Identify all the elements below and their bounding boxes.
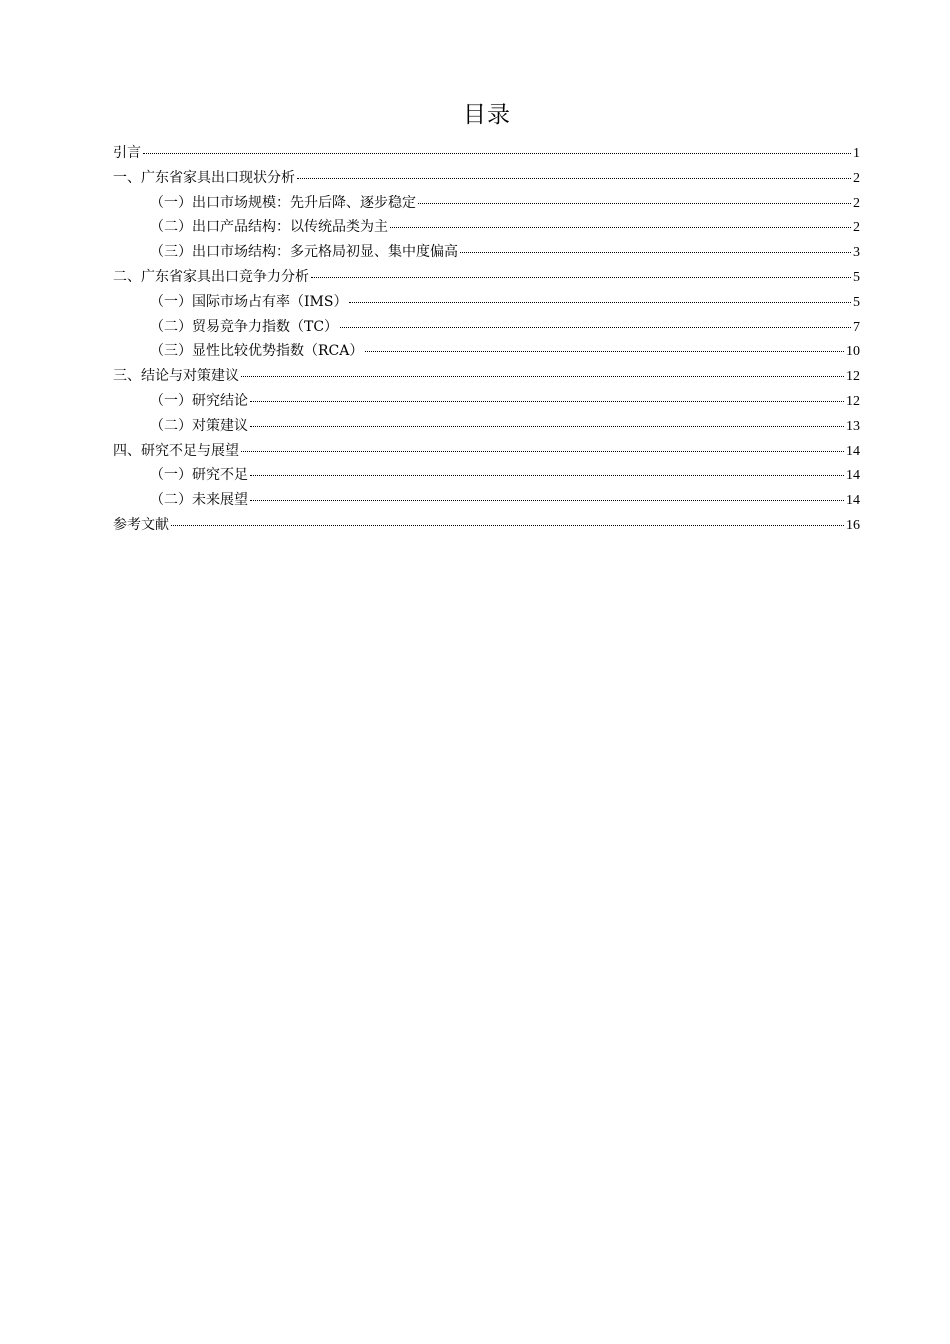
toc-page-number: 13 [846,418,860,434]
dot-leader [311,276,851,278]
toc-entry-section-3-2[interactable] [113,414,860,439]
dot-leader [171,524,844,526]
toc-page-number: 16 [846,517,860,533]
toc-page-number: 2 [853,220,860,236]
dot-leader [241,375,844,377]
toc-entry-label: 二、广东省家具出口竞争力分析 [113,268,309,285]
toc-entry-label: 参考文献 [113,516,169,533]
toc-entry-section-2[interactable] [113,265,860,290]
dot-leader [460,251,851,253]
toc-page-number: 14 [846,468,860,484]
dot-leader [241,450,844,452]
dot-leader [250,425,844,427]
toc-entry-label: 引言 [113,145,141,161]
toc-page-number: 5 [853,294,860,310]
dot-leader [297,177,851,179]
dot-leader [349,301,851,303]
toc-entry-label: （一）国际市场占有率（IMS） [150,293,348,310]
toc-entry-label: （三）出口市场结构：多元格局初显、集中度偏高 [150,244,458,261]
toc-entry-section-4-1[interactable] [113,463,860,488]
dot-leader [250,400,844,402]
toc-entry-label: （二）贸易竞争力指数（TC） [150,318,339,335]
toc-entry-label: （二）出口产品结构：以传统品类为主 [150,219,388,236]
toc-entry-label: （二）未来展望 [150,492,248,509]
toc-page-number: 12 [846,393,860,409]
dot-leader [418,202,851,204]
dot-leader [250,499,844,501]
toc-title: 目录 [463,102,511,128]
toc-entry-label: （二）对策建议 [150,417,248,434]
toc-page-number: 14 [846,493,860,509]
toc-entry-section-1[interactable] [113,166,860,191]
toc-entry-intro[interactable] [113,141,860,166]
toc-page-number: 14 [846,443,860,459]
toc-entry-label: （一）研究不足 [150,467,248,484]
dot-leader [250,474,844,476]
toc-entry-label: 四、研究不足与展望 [113,442,239,459]
toc-entry-section-4[interactable] [113,439,860,464]
toc-entry-section-3-1[interactable] [113,389,860,414]
toc-page-number: 12 [846,369,860,385]
toc-page-number: 10 [846,344,860,360]
toc-entry-label: （一）研究结论 [150,392,248,409]
toc-entry-section-1-1[interactable] [113,191,860,216]
toc-entry-label: 三、结论与对策建议 [113,368,239,385]
toc-page-number: 1 [853,146,860,161]
dot-leader [340,326,851,328]
dot-leader [365,350,844,352]
toc-entry-label: 一、广东省家具出口现状分析 [113,169,295,186]
toc-entry-section-2-3[interactable] [113,339,860,364]
dot-leader [143,152,851,154]
toc-entry-section-1-2[interactable] [113,215,860,240]
table-of-contents [113,141,860,538]
toc-page-number: 2 [853,170,860,186]
toc-entry-section-4-2[interactable] [113,488,860,513]
toc-entry-label: （三）显性比较优势指数（RCA） [150,343,364,360]
toc-page-number: 5 [853,269,860,285]
toc-entry-section-3[interactable] [113,364,860,389]
dot-leader [390,226,851,228]
toc-entry-section-2-1[interactable] [113,290,860,315]
toc-page-number: 7 [853,319,860,335]
toc-entry-section-2-2[interactable] [113,315,860,340]
toc-page-number: 3 [853,245,860,261]
toc-entry-label: （一）出口市场规模：先升后降、逐步稳定 [150,194,416,211]
toc-entry-references[interactable] [113,513,860,538]
toc-entry-section-1-3[interactable] [113,240,860,265]
toc-page-number: 2 [853,195,860,211]
